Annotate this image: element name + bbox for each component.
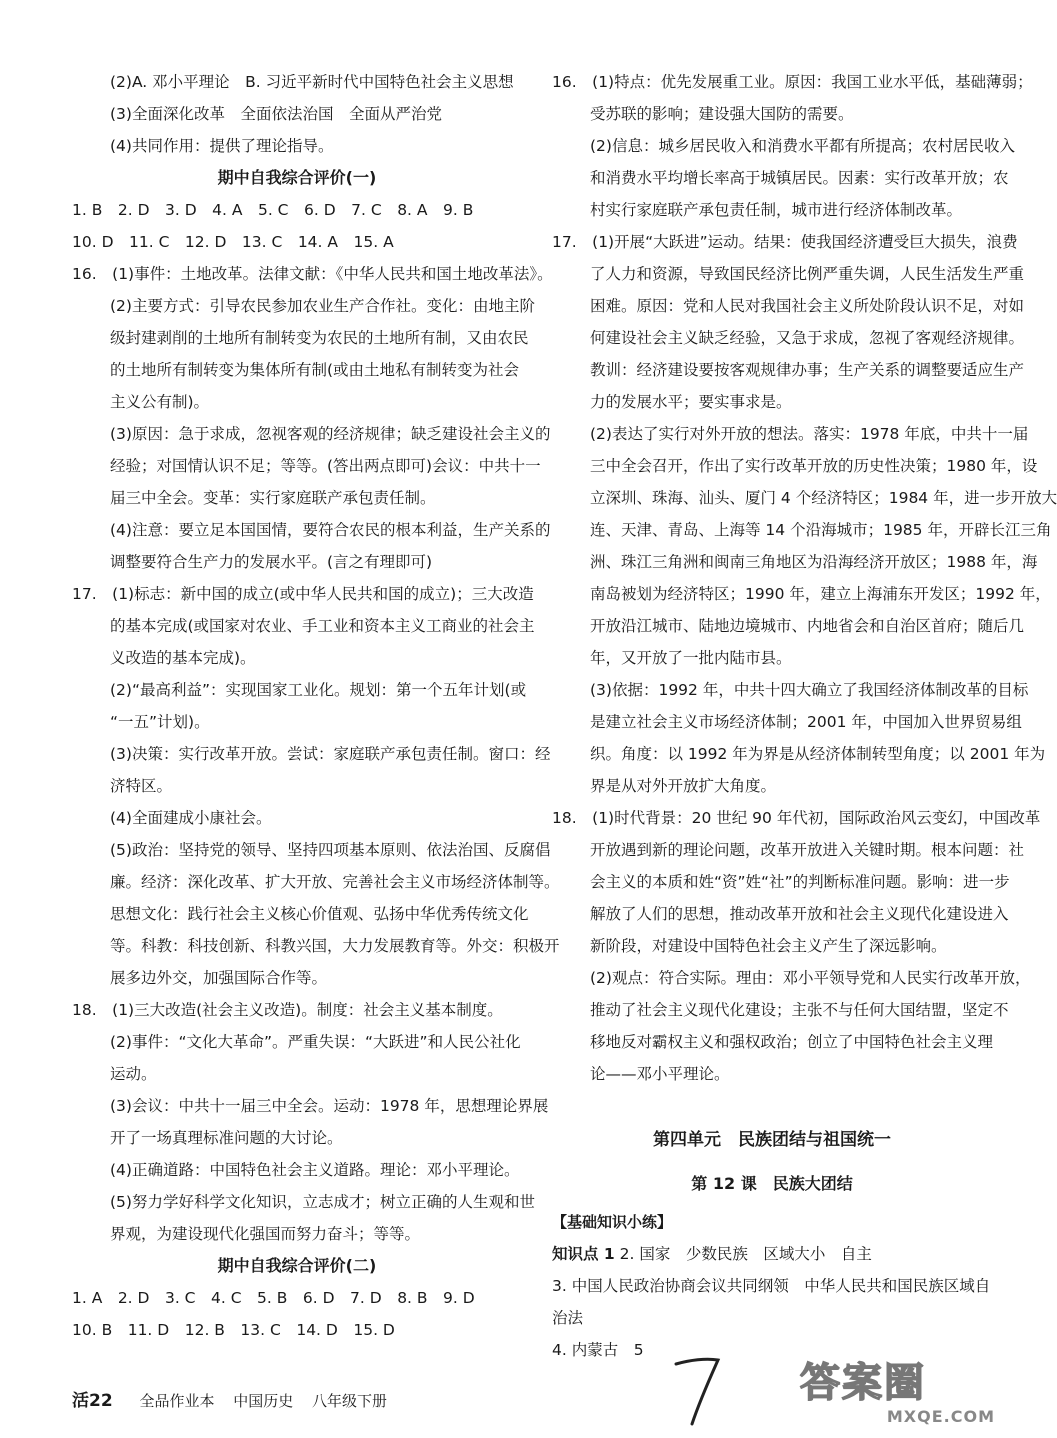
answer-line: 届三中全会。变革：实行家庭联产承包责任制。 [110,489,436,507]
answer-line: 的基本完成(或国家对农业、手工业和资本主义工商业的社会主 [110,617,535,635]
answer-line: 调整要符合生产力的发展水平。(言之有理即可) [110,553,433,571]
answer-line: 界观，为建设现代化强国而努力奋斗；等等。 [110,1225,421,1243]
answer-line: 运动。 [110,1065,157,1083]
answer-line: 受苏联的影响；建设强大国防的需要。 [590,105,854,123]
answer-line: 16. (1)事件：土地改革。法律文献：《中华人民共和国土地改革法》。 [72,265,553,283]
answer-line: 三中全会召开，作出了实行改革开放的历史性决策；1980 年，设 [590,457,1038,475]
lesson-title: 第 12 课 民族大团结 [691,1174,853,1193]
answer-line: (2)观点：符合实际。理由：邓小平领导党和人民实行改革开放， [590,969,1031,987]
answer-line: 力的发展水平；要实事求是。 [590,393,792,411]
answer-line: 义改造的基本完成)。 [110,649,256,667]
answer-line: 17. (1)开展“大跃进”运动。结果：使我国经济遭受巨大损失，浪费 [552,233,1018,251]
answer-line: 南岛被划为经济特区；1990 年，建立上海浦东开发区；1992 年， [590,585,1051,603]
answer-line: (5)政治：坚持党的领导、坚持四项基本原则、依法治国、反腐倡 [110,841,551,859]
answer-line: 织。角度：以 1992 年为界是从经济体制转型角度；以 2001 年为 [590,745,1046,763]
page-number: 活22 [72,1391,113,1411]
answer-line: 经验；对国情认识不足；等等。(答出两点即可)会议：中共十一 [110,457,541,475]
answer-line: 济特区。 [110,777,173,795]
left-column [72,66,560,1346]
answer-item-4: 4. 内蒙古 5 [552,1341,644,1359]
grade-name: 八年级下册 [312,1392,388,1410]
answer-line: (4)正确道路：中国特色社会主义道路。理论：邓小平理论。 [110,1161,520,1179]
answer-line: 等。科教：科技创新、科教兴国，大力发展教育等。外交：积极开 [110,937,560,955]
answer-line: 的土地所有制转变为集体所有制(或由土地私有制转变为社会 [110,361,520,379]
answer-line: 何建设社会主义缺乏经验，又急于求成，忽视了客观经济规律。 [590,329,1025,347]
answer-line: 廉。经济：深化改革、扩大开放、完善社会主义市场经济体制等。 [110,873,560,891]
answer-item-3-line: 治法 [552,1309,584,1327]
answer-line: 开了一场真理标准问题的大讨论。 [110,1129,343,1147]
answer-line: 年，又开放了一批内陆市县。 [590,649,792,667]
answer-line: 18. (1)三大改造(社会主义改造)。制度：社会主义基本制度。 [72,1001,503,1019]
answer-line: 解放了人们的思想，推动改革开放和社会主义现代化建设进入 [590,905,1009,923]
answer-line: (5)努力学好科学文化知识，立志成才；树立正确的人生观和世 [110,1193,535,1211]
page-footer [72,1386,401,1416]
answer-line: 是建立社会主义市场经济体制；2001 年，中国加入世界贸易组 [590,713,1022,731]
answer-line: 会主义的本质和姓“资”姓“社”的判断标准问题。影响：进一步 [590,873,1010,891]
answer-line: 开放沿江城市、陆地边境城市、内地省会和自治区首府；随后几 [590,617,1025,635]
choice-answer-line: 1. B 2. D 3. D 4. A 5. C 6. D 7. C 8. A 9. B [72,201,474,219]
answer-line: 论——邓小平理论。 [590,1065,730,1083]
answer-line: 18. (1)时代背景：20 世纪 90 年代初，国际政治风云变幻，中国改革 [552,809,1041,827]
watermark-logo-text: 答案圈 [800,1360,926,1406]
answer-line: 和消费水平均增长率高于城镇居民。因素：实行改革开放；农 [590,169,1009,187]
midterm-review-2-heading: 期中自我综合评价(二) [217,1256,377,1275]
answer-line: (3)全面深化改革 全面依法治国 全面从严治党 [110,105,442,123]
answer-line: (2)表达了实行对外开放的想法。落实：1978 年底，中共十一届 [590,425,1029,443]
knowledge-point-label: 知识点 1 [552,1245,615,1263]
site-watermark [800,1360,995,1435]
unit-title: 第四单元 民族团结与祖国统一 [653,1130,891,1150]
answer-line: (2)信息：城乡居民收入和消费水平都有所提高；农村居民收入 [590,137,1015,155]
answer-line: (3)依据：1992 年，中共十四大确立了我国经济体制改革的目标 [590,681,1029,699]
answer-line: (2)“最高利益”：实现国家工业化。规划：第一个五年计划(或 [110,681,527,699]
answer-line: 推动了社会主义现代化建设；主张不与任何大国结盟，坚定不 [590,1001,1009,1019]
choice-answer-line: 10. D 11. C 12. D 13. C 14. A 15. A [72,233,394,251]
answer-line: 思想文化：践行社会主义核心价值观、弘扬中华优秀传统文化 [110,905,529,923]
subject-name: 中国历史 [233,1392,294,1410]
answer-line: 洲、珠江三角洲和闽南三角地区为沿海经济开放区；1988 年，海 [590,553,1038,571]
answer-line: (4)共同作用：提供了理论指导。 [110,137,334,155]
answer-line: (2)主要方式：引导农民参加农业生产合作社。变化：由地主阶 [110,297,535,315]
answer-line: 主义公有制)。 [110,393,210,411]
answer-line: 展多边外交，加强国际合作等。 [110,969,328,987]
answer-line: (2)事件：“文化大革命”。严重失误：“大跃进”和人民公社化 [110,1033,521,1051]
answer-line: 立深圳、珠海、汕头、厦门 4 个经济特区；1984 年，进一步开放大 [590,489,1057,507]
answer-line: 困难。原因：党和人民对我国社会主义所处阶段认识不足，对如 [590,297,1025,315]
handwritten-seven-mark [668,1350,728,1430]
answer-line: (4)全面建成小康社会。 [110,809,272,827]
watermark-url: MXQE.COM [886,1407,995,1426]
answer-line: (4)注意：要立足本国国情，要符合农民的根本利益，生产关系的 [110,521,551,539]
answer-line: 16. (1)特点：优先发展重工业。原因：我国工业水平低，基础薄弱； [552,73,1033,91]
answer-line: 17. (1)标志：新中国的成立(或中华人民共和国的成立)；三大改造 [72,585,534,603]
midterm-review-1-heading: 期中自我综合评价(一) [217,168,377,187]
choice-answer-line: 10. B 11. D 12. B 13. C 14. D 15. D [72,1321,395,1339]
answer-line: 教训：经济建设要按客观规律办事；生产关系的调整要适应生产 [590,361,1025,379]
answer-item-3-line: 3. 中国人民政治协商会议共同纲领 中华人民共和国民族区域自 [552,1277,991,1295]
answer-line: (3)决策：实行改革开放。尝试：家庭联产承包责任制。窗口：经 [110,745,551,763]
choice-answer-line: 1. A 2. D 3. C 4. C 5. B 6. D 7. D 8. B 9. D [72,1289,475,1307]
answer-line: (3)原因：急于求成，忽视客观的经济规律；缺乏建设社会主义的 [110,425,551,443]
answer-line: 移地反对霸权主义和强权政治；创立了中国特色社会主义理 [590,1033,994,1051]
knowledge-point-text: 2. 国家 少数民族 区域大小 自主 [619,1245,872,1263]
answer-line: 开放遇到新的理论问题，改革开放进入关键时期。根本问题：社 [590,841,1025,859]
right-column [552,66,1057,1366]
answer-line: 了人力和资源，导致国民经济比例严重失调，人民生活发生严重 [590,265,1025,283]
answer-line: 界是从对外开放扩大角度。 [590,777,777,795]
book-name: 全品作业本 [139,1392,215,1410]
answer-line: 村实行家庭联产承包责任制，城市进行经济体制改革。 [590,201,963,219]
answer-line: (2)A. 邓小平理论 B. 习近平新时代中国特色社会主义思想 [110,73,514,91]
answer-line: (3)会议：中共十一届三中全会。运动：1978 年，思想理论界展 [110,1097,549,1115]
section-label: 【基础知识小练】 [552,1213,673,1231]
answer-line: 新阶段，对建设中国特色社会主义产生了深远影响。 [590,937,947,955]
answer-line: 级封建剥削的土地所有制转变为农民的土地所有制，又由农民 [110,329,529,347]
answer-line: “一五”计划)。 [110,713,210,731]
knowledge-point-1 [552,1238,992,1270]
answer-line: 连、天津、青岛、上海等 14 个沿海城市；1985 年，开辟长江三角 [590,521,1052,539]
